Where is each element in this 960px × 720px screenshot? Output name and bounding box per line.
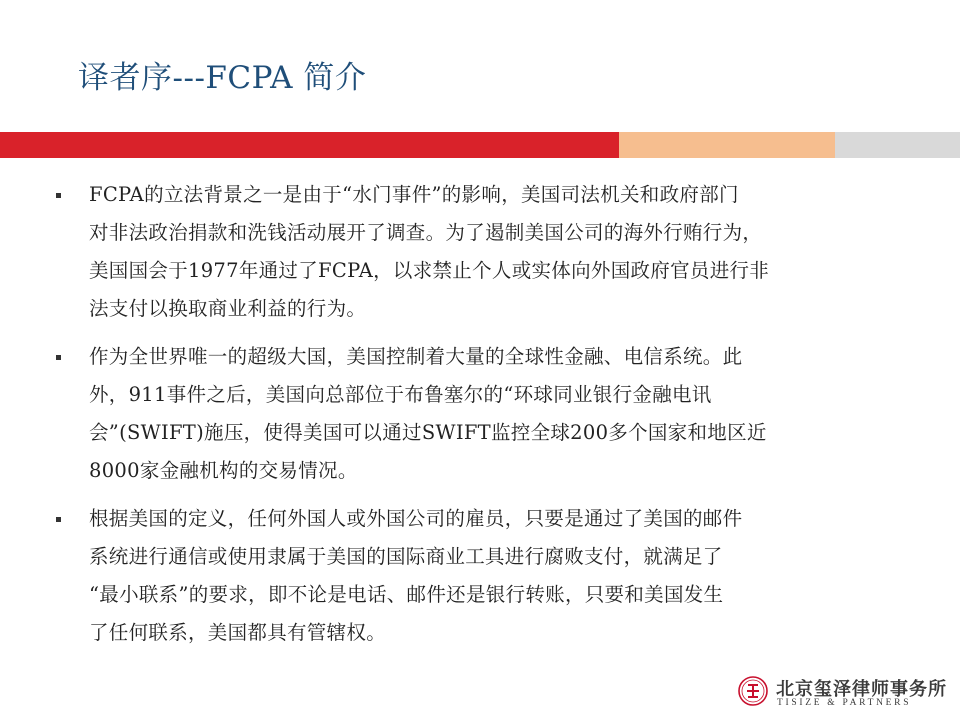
bullet-line: 外，911事件之后，美国向总部位于布鲁塞尔的“环球同业银行金融电讯: [89, 383, 712, 406]
bullet-line: 了任何联系，美国都具有管辖权。: [89, 621, 387, 644]
firm-name: 北京玺泽律师事务所: [776, 679, 947, 700]
bullet-item: [0, 338, 960, 490]
bullet-marker-icon: [56, 193, 61, 198]
bullet-line: 美国国会于1977年通过了FCPA，以求禁止个人或实体向外国政府官员进行非: [89, 259, 770, 282]
accent-bar-gray: [835, 132, 960, 158]
bullet-line: 系统进行通信或使用隶属于美国的国际商业工具进行腐败支付，就满足了: [89, 545, 723, 568]
slide-title: 译者序---FCPA 简介: [78, 60, 367, 96]
bullet-item: [0, 500, 960, 652]
bullet-line: 作为全世界唯一的超级大国，美国控制着大量的全球性金融、电信系统。此: [89, 345, 743, 368]
bullet-marker-icon: [56, 355, 61, 360]
bullet-line: FCPA的立法背景之一是由于“水门事件”的影响，美国司法机关和政府部门: [89, 183, 739, 206]
bullet-line: 会”(SWIFT)施压，使得美国可以通过SWIFT监控全球200多个国家和地区近: [89, 421, 767, 444]
bullet-marker-icon: [56, 517, 61, 522]
bullet-line: 法支付以换取商业利益的行为。: [89, 297, 367, 320]
bullet-line: “最小联系”的要求，即不论是电话、邮件还是银行转账，只要和美国发生: [89, 583, 724, 606]
accent-bar-red: [0, 132, 619, 158]
bullet-line: 根据美国的定义，任何外国人或外国公司的雇员，只要是通过了美国的邮件: [89, 507, 743, 530]
firm-logo: [738, 672, 947, 712]
bullet-list: [0, 176, 960, 662]
firm-name-en: TISIZE & PARTNERS: [777, 698, 912, 708]
bullet-line: 8000家金融机构的交易情况。: [89, 459, 358, 482]
accent-bar-peach: [619, 132, 835, 158]
bullet-item: [0, 176, 960, 328]
seal-icon: [738, 676, 768, 706]
bullet-line: 对非法政治捐款和洗钱活动展开了调查。为了遏制美国公司的海外行贿行为，: [89, 221, 763, 244]
